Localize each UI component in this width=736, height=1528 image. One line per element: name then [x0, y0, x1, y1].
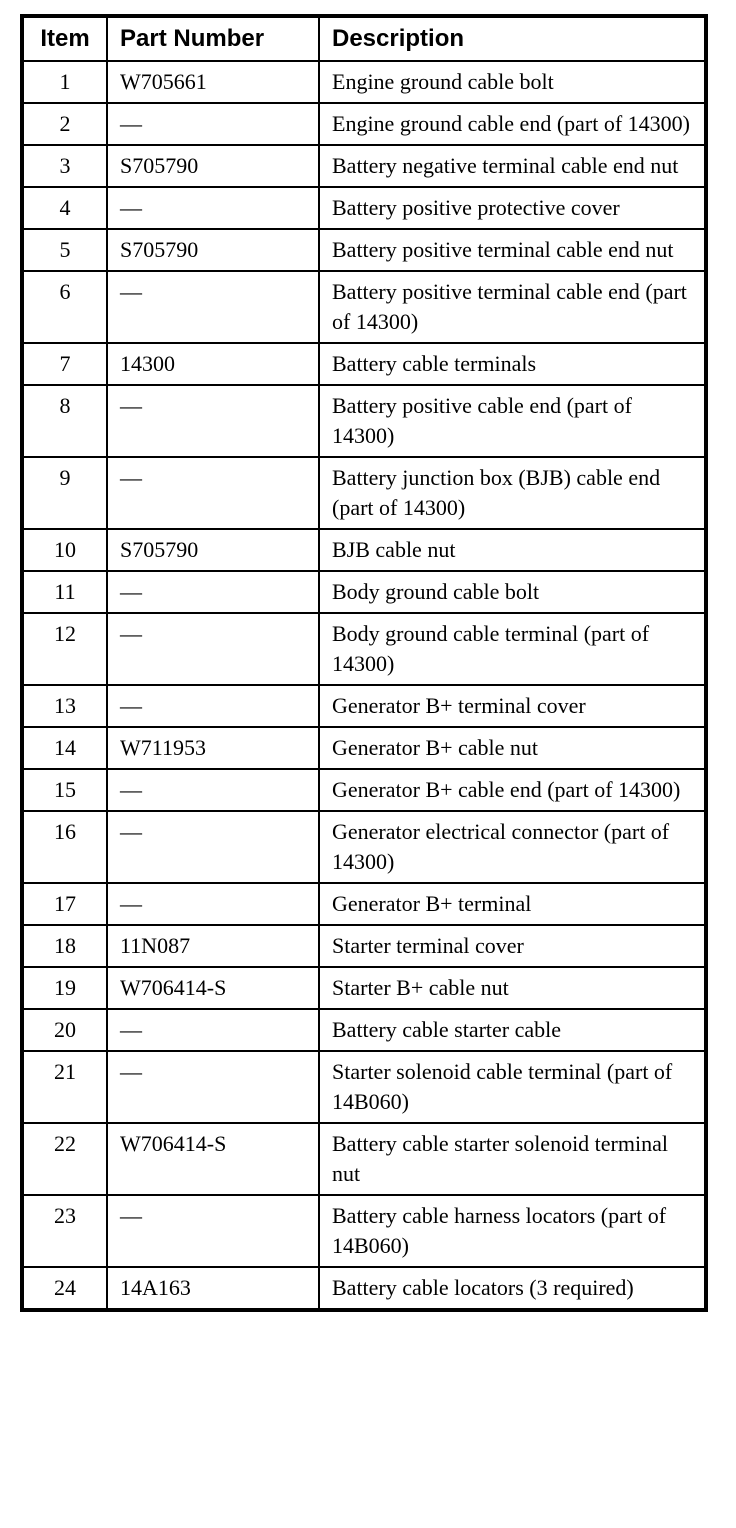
item-cell: 15 — [22, 769, 107, 811]
description-cell: Battery cable terminals — [319, 343, 706, 385]
description-cell: Generator B+ cable end (part of 14300) — [319, 769, 706, 811]
description-cell: Battery positive terminal cable end (part of 14300) — [319, 271, 706, 343]
description-cell: Battery positive cable end (part of 14300) — [319, 385, 706, 457]
item-cell: 24 — [22, 1267, 107, 1310]
part-number-cell: 14300 — [107, 343, 319, 385]
table-row — [22, 613, 706, 685]
column-header-description: Description — [319, 16, 706, 61]
part-number-cell: S705790 — [107, 145, 319, 187]
part-number-cell: — — [107, 613, 319, 685]
description-cell: Body ground cable terminal (part of 14300) — [319, 613, 706, 685]
part-number-cell: 11N087 — [107, 925, 319, 967]
table-body — [22, 61, 706, 1310]
description-cell: Body ground cable bolt — [319, 571, 706, 613]
item-cell: 13 — [22, 685, 107, 727]
table-row — [22, 103, 706, 145]
description-cell: Starter B+ cable nut — [319, 967, 706, 1009]
table-row — [22, 727, 706, 769]
part-number-cell: — — [107, 571, 319, 613]
item-cell: 17 — [22, 883, 107, 925]
item-cell: 6 — [22, 271, 107, 343]
part-number-cell: — — [107, 271, 319, 343]
table-row — [22, 187, 706, 229]
description-cell: Generator B+ terminal cover — [319, 685, 706, 727]
description-cell: Battery negative terminal cable end nut — [319, 145, 706, 187]
item-cell: 8 — [22, 385, 107, 457]
item-cell: 4 — [22, 187, 107, 229]
description-cell: Engine ground cable end (part of 14300) — [319, 103, 706, 145]
description-cell: Engine ground cable bolt — [319, 61, 706, 103]
item-cell: 18 — [22, 925, 107, 967]
part-number-cell: W706414-S — [107, 967, 319, 1009]
part-number-cell: — — [107, 187, 319, 229]
description-cell: Generator B+ cable nut — [319, 727, 706, 769]
column-header-item: Item — [22, 16, 107, 61]
item-cell: 23 — [22, 1195, 107, 1267]
item-cell: 9 — [22, 457, 107, 529]
description-cell: Battery cable locators (3 required) — [319, 1267, 706, 1310]
part-number-cell: — — [107, 685, 319, 727]
item-cell: 2 — [22, 103, 107, 145]
part-number-cell: — — [107, 385, 319, 457]
table-row — [22, 685, 706, 727]
item-cell: 20 — [22, 1009, 107, 1051]
table-row — [22, 1123, 706, 1195]
part-number-cell: 14A163 — [107, 1267, 319, 1310]
description-cell: Battery positive protective cover — [319, 187, 706, 229]
item-cell: 19 — [22, 967, 107, 1009]
description-cell: Battery cable starter cable — [319, 1009, 706, 1051]
part-number-cell: — — [107, 811, 319, 883]
part-number-cell: — — [107, 1009, 319, 1051]
part-number-cell: — — [107, 769, 319, 811]
table-row — [22, 1051, 706, 1123]
table-row — [22, 811, 706, 883]
table-row — [22, 1267, 706, 1310]
table-row — [22, 1009, 706, 1051]
table-row — [22, 1195, 706, 1267]
part-number-cell: W706414-S — [107, 1123, 319, 1195]
table-row — [22, 271, 706, 343]
table-row — [22, 457, 706, 529]
item-cell: 1 — [22, 61, 107, 103]
description-cell: BJB cable nut — [319, 529, 706, 571]
column-header-part-number: Part Number — [107, 16, 319, 61]
item-cell: 3 — [22, 145, 107, 187]
part-number-cell: — — [107, 103, 319, 145]
item-cell: 7 — [22, 343, 107, 385]
item-cell: 11 — [22, 571, 107, 613]
item-cell: 21 — [22, 1051, 107, 1123]
table-row — [22, 769, 706, 811]
table-row — [22, 229, 706, 271]
description-cell: Starter terminal cover — [319, 925, 706, 967]
part-number-cell: — — [107, 883, 319, 925]
table-row — [22, 145, 706, 187]
item-cell: 12 — [22, 613, 107, 685]
item-cell: 14 — [22, 727, 107, 769]
item-cell: 10 — [22, 529, 107, 571]
description-cell: Generator electrical connector (part of 14300) — [319, 811, 706, 883]
table-row — [22, 61, 706, 103]
description-cell: Generator B+ terminal — [319, 883, 706, 925]
part-number-cell: W711953 — [107, 727, 319, 769]
description-cell: Starter solenoid cable terminal (part of 14B060) — [319, 1051, 706, 1123]
table-row — [22, 385, 706, 457]
table-row — [22, 925, 706, 967]
part-number-cell: — — [107, 1195, 319, 1267]
table-row — [22, 967, 706, 1009]
table-row — [22, 571, 706, 613]
description-cell: Battery cable starter solenoid terminal nut — [319, 1123, 706, 1195]
part-number-cell: S705790 — [107, 529, 319, 571]
table-row — [22, 529, 706, 571]
table-header-row — [22, 16, 706, 61]
description-cell: Battery cable harness locators (part of 14B060) — [319, 1195, 706, 1267]
description-cell: Battery junction box (BJB) cable end (part of 14300) — [319, 457, 706, 529]
table-row — [22, 883, 706, 925]
parts-table — [20, 14, 708, 1312]
item-cell: 5 — [22, 229, 107, 271]
item-cell: 22 — [22, 1123, 107, 1195]
description-cell: Battery positive terminal cable end nut — [319, 229, 706, 271]
part-number-cell: S705790 — [107, 229, 319, 271]
part-number-cell: W705661 — [107, 61, 319, 103]
part-number-cell: — — [107, 1051, 319, 1123]
part-number-cell: — — [107, 457, 319, 529]
item-cell: 16 — [22, 811, 107, 883]
table-row — [22, 343, 706, 385]
